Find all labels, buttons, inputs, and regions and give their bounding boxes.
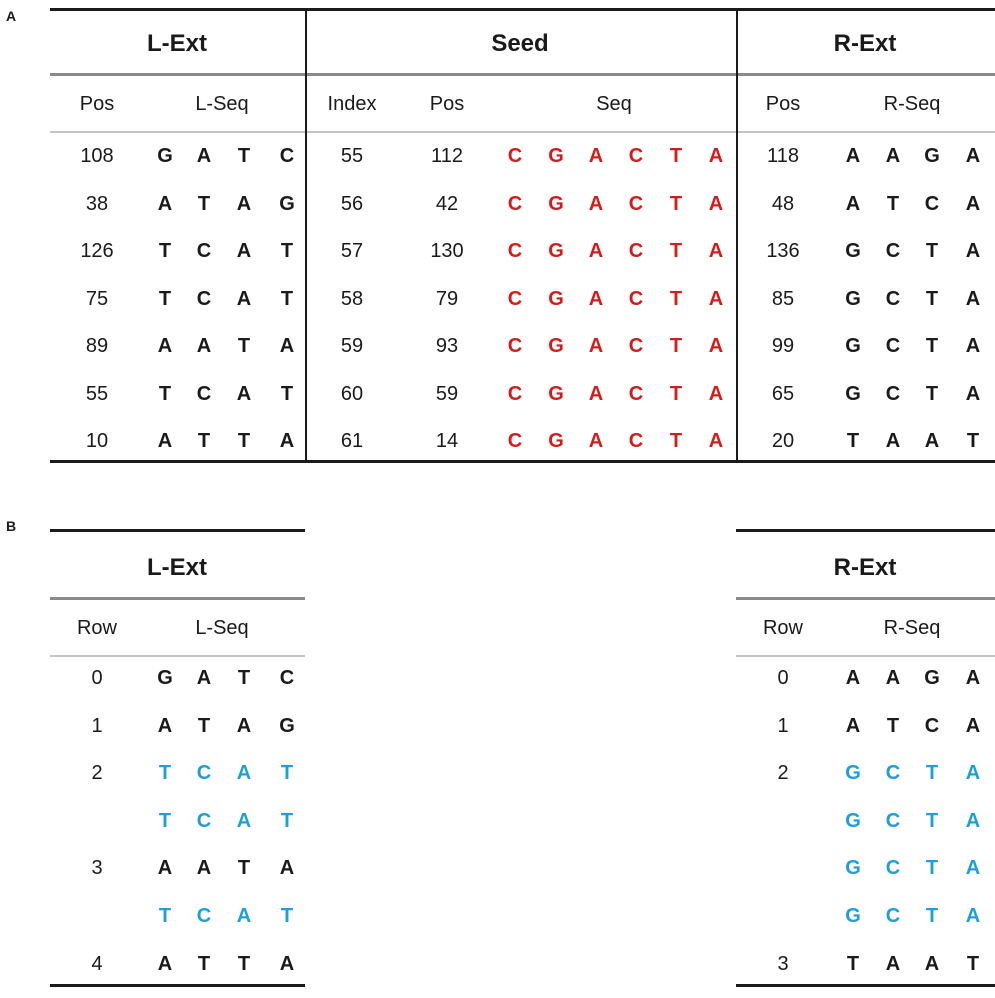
r-seq-base: C [885,383,901,405]
seed-seq-base: A [708,335,724,357]
r-seq-base: G [845,383,861,405]
seed-seq-base: A [588,383,604,405]
seed-seq-base: G [548,288,564,310]
panel-b-right-seq-base: C [924,715,940,737]
index-cell: 60 [340,383,364,405]
r-seq-base: T [925,288,939,310]
panel-b-left-col-seq: L-Seq [195,617,249,639]
panel-b-right-group-rule [736,597,995,600]
l-seq-base: C [196,288,212,310]
r-pos-cell: 20 [771,430,795,452]
seed-seq-base: G [548,240,564,262]
panel-a-group-rule [50,73,995,76]
seed-seq-base: C [628,335,644,357]
l-seq-base: C [196,383,212,405]
panel-b-right-seq-base: T [925,810,939,832]
r-seq-base: T [925,240,939,262]
panel-b-label: B [6,518,17,534]
seed-seq-base: T [669,193,683,215]
l-seq-base: A [196,145,212,167]
seed-pos-cell: 79 [435,288,459,310]
l-seq-base: T [158,383,172,405]
panel-b-right-seq-base: A [885,953,901,975]
panel-b-right-seq-base: A [885,667,901,689]
seed-seq-base: T [669,240,683,262]
panel-b-right-seq-base: T [925,905,939,927]
l-pos-cell: 38 [85,193,109,215]
panel-b-right-col-seq: R-Seq [883,617,941,639]
l-seq-base: T [280,240,294,262]
panel-a-bottom-rule [50,460,995,463]
panel-b-title-l-ext: L-Ext [147,554,207,581]
seed-pos-cell: 93 [435,335,459,357]
panel-b-right-seq-base: G [845,762,861,784]
index-cell: 59 [340,335,364,357]
seed-pos-cell: 59 [435,383,459,405]
panel-b-right-seq-base: A [845,667,861,689]
r-seq-base: T [846,430,860,452]
col-header-index: Index [327,93,377,115]
seed-seq-base: C [628,288,644,310]
r-pos-cell: 48 [771,193,795,215]
r-seq-base: C [885,240,901,262]
panel-a-label: A [6,8,17,24]
panel-b-right-seq-base: G [845,810,861,832]
panel-b-left-seq-base: T [280,762,294,784]
panel-b-right-seq-base: A [965,667,981,689]
l-seq-base: T [158,288,172,310]
col-header-l-pos: Pos [79,93,115,115]
r-seq-base: C [924,193,940,215]
col-header-r-seq: R-Seq [883,93,941,115]
l-seq-base: T [237,335,251,357]
panel-b-left-top-rule [50,529,305,532]
index-cell: 55 [340,145,364,167]
panel-b-left-seq-base: C [196,810,212,832]
seed-seq-base: A [708,240,724,262]
l-seq-base: T [280,383,294,405]
r-pos-cell: 136 [766,240,800,262]
l-pos-cell: 89 [85,335,109,357]
panel-b-right-seq-base: C [885,810,901,832]
seed-seq-base: C [507,430,523,452]
panel-b-right-seq-base: G [845,857,861,879]
r-seq-base: C [885,288,901,310]
l-seq-base: A [157,193,173,215]
l-seq-base: A [236,288,252,310]
seed-seq-base: C [507,240,523,262]
l-pos-cell: 55 [85,383,109,405]
panel-b-right-seq-base: T [925,762,939,784]
seed-seq-base: T [669,383,683,405]
r-seq-base: A [965,145,981,167]
seed-seq-base: T [669,145,683,167]
panel-b-right-seq-base: A [965,810,981,832]
panel-b-left-col-row: Row [76,617,118,639]
panel-a-title-seed: Seed [491,30,549,57]
panel-b-left-seq-base: G [279,715,295,737]
seed-seq-base: C [628,193,644,215]
seed-seq-base: G [548,145,564,167]
l-seq-base: A [236,193,252,215]
index-cell: 58 [340,288,364,310]
panel-b-left-seq-base: A [279,953,295,975]
panel-b-left-seq-base: A [236,810,252,832]
seed-seq-base: G [548,430,564,452]
r-seq-base: A [924,430,940,452]
panel-b-right-seq-base: T [966,953,980,975]
r-seq-base: A [965,383,981,405]
panel-b-left-seq-base: T [237,667,251,689]
panel-b-left-seq-base: T [280,810,294,832]
panel-b-left-seq-base: T [237,857,251,879]
l-seq-base: G [157,145,173,167]
panel-b-right-seq-base: T [886,715,900,737]
panel-a-title-l-ext: L-Ext [147,30,207,57]
l-seq-base: G [279,193,295,215]
panel-b-left-seq-base: A [196,667,212,689]
panel-b-right-row-number: 2 [777,762,789,784]
seed-seq-base: A [708,145,724,167]
panel-b-left-row-number: 2 [91,762,103,784]
l-seq-base: T [237,430,251,452]
r-pos-cell: 85 [771,288,795,310]
panel-b-left-seq-base: C [279,667,295,689]
panel-b-right-seq-base: T [925,857,939,879]
seed-seq-base: A [588,335,604,357]
panel-b-right-row-number: 0 [777,667,789,689]
panel-b-right-col-row: Row [762,617,804,639]
seed-seq-base: A [708,383,724,405]
l-seq-base: T [197,193,211,215]
seed-seq-base: A [588,240,604,262]
panel-b-left-seq-base: A [157,715,173,737]
r-seq-base: G [845,288,861,310]
seed-seq-base: G [548,193,564,215]
panel-a-top-rule [50,8,995,11]
panel-b-left-seq-base: C [196,905,212,927]
panel-b-right-seq-base: C [885,762,901,784]
r-seq-base: G [845,335,861,357]
index-cell: 61 [340,430,364,452]
seed-seq-base: A [588,288,604,310]
r-seq-base: A [845,145,861,167]
seed-seq-base: C [507,193,523,215]
panel-a-divider-left [305,8,307,462]
r-seq-base: A [965,193,981,215]
r-seq-base: T [925,335,939,357]
seed-seq-base: G [548,383,564,405]
l-seq-base: A [236,240,252,262]
seed-pos-cell: 112 [431,145,463,167]
r-seq-base: A [885,430,901,452]
panel-b-left-bottom-rule [50,984,305,987]
panel-b-right-seq-base: C [885,857,901,879]
l-seq-base: T [197,430,211,452]
seed-seq-base: G [548,335,564,357]
seed-pos-cell: 14 [435,430,459,452]
r-seq-base: A [885,145,901,167]
r-seq-base: A [845,193,861,215]
l-seq-base: C [279,145,295,167]
panel-b-right-top-rule [736,529,995,532]
l-seq-base: C [196,240,212,262]
panel-b-left-seq-base: T [158,762,172,784]
l-seq-base: A [157,430,173,452]
seed-seq-base: C [628,383,644,405]
panel-b-right-seq-base: A [924,953,940,975]
l-seq-base: T [237,145,251,167]
col-header-seq: Seq [596,93,632,115]
seed-seq-base: T [669,335,683,357]
panel-b-left-seq-base: T [237,953,251,975]
panel-b-left-row-number: 1 [91,715,103,737]
panel-b-left-seq-base: A [279,857,295,879]
r-seq-base: T [966,430,980,452]
panel-b-right-seq-base: G [924,667,940,689]
r-seq-base: G [845,240,861,262]
r-pos-cell: 118 [767,145,799,167]
panel-b-right-seq-base: C [885,905,901,927]
r-pos-cell: 65 [771,383,795,405]
panel-b-left-seq-base: T [280,905,294,927]
l-pos-cell: 75 [85,288,109,310]
l-seq-base: A [279,335,295,357]
panel-b-left-seq-base: A [236,715,252,737]
panel-b-left-seq-base: T [158,905,172,927]
r-seq-base: A [965,288,981,310]
seed-seq-base: C [628,240,644,262]
panel-b-left-seq-base: A [196,857,212,879]
panel-b-right-seq-base: A [845,715,861,737]
panel-b-left-seq-base: T [197,715,211,737]
seed-seq-base: C [628,145,644,167]
panel-a-title-r-ext: R-Ext [833,30,897,57]
r-seq-base: A [965,240,981,262]
seed-seq-base: A [708,430,724,452]
r-seq-base: A [965,335,981,357]
panel-b-right-row-number: 3 [777,953,789,975]
l-pos-cell: 126 [80,240,114,262]
panel-b-left-group-rule [50,597,305,600]
panel-b-right-bottom-rule [736,984,995,987]
panel-b-right-row-number: 1 [777,715,789,737]
panel-a-divider-right [736,8,738,462]
index-cell: 57 [340,240,364,262]
seed-seq-base: A [708,193,724,215]
panel-b-left-row-number: 0 [91,667,103,689]
seed-seq-base: T [669,288,683,310]
l-pos-cell: 10 [85,430,109,452]
panel-b-right-seq-base: A [965,905,981,927]
seed-seq-base: T [669,430,683,452]
panel-a-header-rule [50,131,995,133]
panel-b-title-r-ext: R-Ext [833,554,897,581]
l-seq-base: A [196,335,212,357]
seed-seq-base: C [628,430,644,452]
panel-b-left-row-number: 4 [91,953,103,975]
r-seq-base: T [925,383,939,405]
panel-b-right-seq-base: A [965,762,981,784]
panel-b-right-seq-base: T [846,953,860,975]
seed-seq-base: C [507,383,523,405]
l-seq-base: A [236,383,252,405]
panel-b-left-seq-base: A [236,762,252,784]
l-pos-cell: 108 [80,145,114,167]
seed-pos-cell: 42 [435,193,459,215]
panel-b-left-seq-base: T [158,810,172,832]
col-header-l-seq: L-Seq [195,93,249,115]
panel-b-left-row-number: 3 [91,857,103,879]
seed-seq-base: C [507,288,523,310]
panel-b-left-seq-base: A [236,905,252,927]
panel-b-left-seq-base: C [196,762,212,784]
col-header-seed-pos: Pos [429,93,465,115]
seed-seq-base: A [588,430,604,452]
seed-pos-cell: 130 [430,240,464,262]
panel-b-right-seq-base: A [965,715,981,737]
panel-b-right-header-rule [736,655,995,657]
seed-seq-base: C [507,145,523,167]
index-cell: 56 [340,193,364,215]
panel-b-left-seq-base: G [157,667,173,689]
seed-seq-base: A [588,145,604,167]
l-seq-base: A [157,335,173,357]
r-seq-base: T [886,193,900,215]
panel-b-right-seq-base: G [845,905,861,927]
seed-seq-base: C [507,335,523,357]
panel-b-right-seq-base: A [965,857,981,879]
col-header-r-pos: Pos [765,93,801,115]
panel-b-left-seq-base: A [157,857,173,879]
panel-b-left-header-rule [50,655,305,657]
seed-seq-base: A [588,193,604,215]
l-seq-base: A [279,430,295,452]
r-pos-cell: 99 [771,335,795,357]
r-seq-base: C [885,335,901,357]
seed-seq-base: A [708,288,724,310]
panel-b-left-seq-base: A [157,953,173,975]
l-seq-base: T [280,288,294,310]
r-seq-base: G [924,145,940,167]
panel-b-left-seq-base: T [197,953,211,975]
l-seq-base: T [158,240,172,262]
